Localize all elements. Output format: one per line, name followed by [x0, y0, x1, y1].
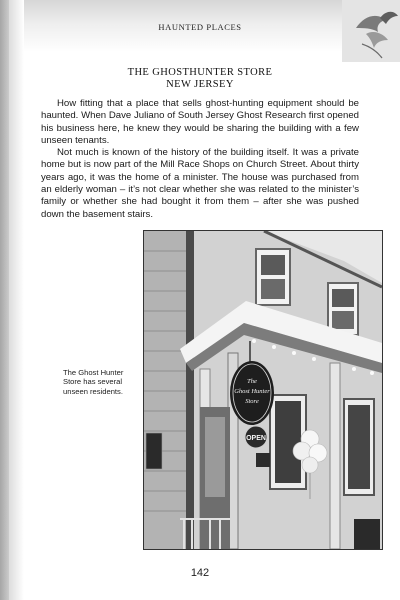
store-photo [143, 230, 383, 550]
sign-text-line: Store [245, 398, 259, 405]
page-number: 142 [190, 567, 210, 579]
sign-text-line: The [247, 378, 257, 385]
body-text [41, 98, 359, 221]
running-head: HAUNTED PLACES [158, 22, 242, 32]
paragraph: How fitting that a place that sells ghost-hunting equipment should be haunted. When Dave Juliano of South Jersey Ghost Research first opened his business here, he knew they would be sharing the building with a few unseen tenants. [41, 98, 359, 146]
chapter-title-line-2: NEW JERSEY [166, 79, 234, 90]
chapter-title [0, 67, 400, 91]
photo-caption: The Ghost Hunter Store has several unseen residents. [63, 368, 124, 396]
sign-text-line: Ghost Hunter [234, 388, 270, 395]
chapter-title-line-1: THE GHOSTHUNTER STORE [127, 67, 273, 78]
paragraph: Not much is known of the history of the building itself. It was a private home but is now part of the Mill Race Shops on Church Street. About thirty years ago, it was the home of a minister. The house was purchased from an elderly woman – it’s not clear whether she was related to the minister’s family or whether she had bought it from them – after she was pushed down the basement stairs. [41, 147, 359, 220]
open-sign: OPEN [246, 435, 266, 442]
